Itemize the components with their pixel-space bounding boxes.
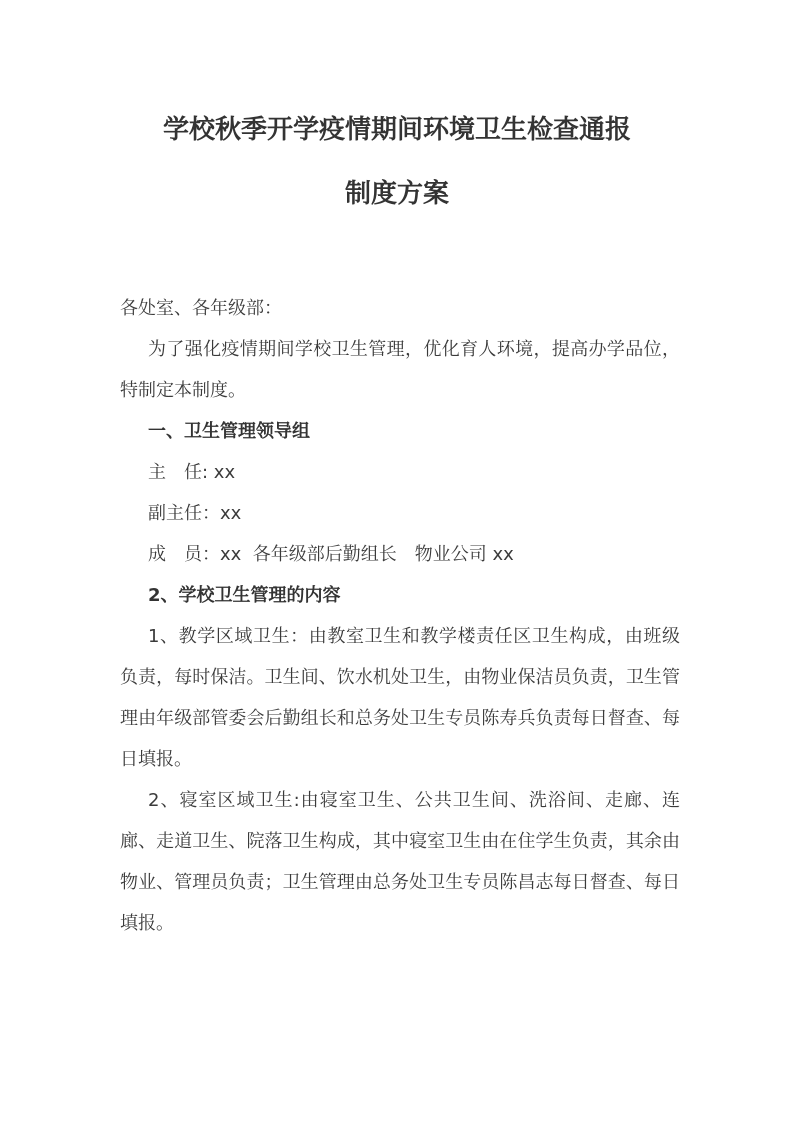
- section2-heading: 2、学校卫生管理的内容: [148, 585, 341, 606]
- document-body: [120, 288, 680, 944]
- document-title-line2: 制度方案: [344, 179, 449, 209]
- members-line: 成 员：xx 各年级部后勤组长 物业公司 xx: [148, 544, 514, 565]
- section2-item1: 1、教学区域卫生：由教室卫生和教学楼责任区卫生构成，由班级负责，每时保洁。卫生间、饮水机处卫生，由物业保洁员负责，卫生管理由年级部管委会后勤组长和总务处卫生专员陈寿兵负责每日督查、每日填报。: [120, 626, 680, 770]
- section2-item2: 2、寝室区域卫生:由寝室卫生、公共卫生间、洗浴间、走廊、连廊、走道卫生、院落卫生构成，其中寝室卫生由在住学生负责，其余由物业、管理员负责；卫生管理由总务处卫生专员陈昌志每日督查、每日填报。: [120, 790, 680, 934]
- intro-paragraph: 为了强化疫情期间学校卫生管理，优化育人环境，提高办学品位，特制定本制度。: [120, 339, 680, 401]
- salutation: 各处室、各年级部：: [120, 298, 282, 319]
- director-line: 主 任: xx: [148, 462, 236, 483]
- deputy-director-line: 副主任：xx: [148, 503, 242, 524]
- section1-heading: 一、卫生管理领导组: [148, 421, 310, 442]
- document-title-line1: 学校秋季开学疫情期间环境卫生检查通报: [162, 115, 631, 145]
